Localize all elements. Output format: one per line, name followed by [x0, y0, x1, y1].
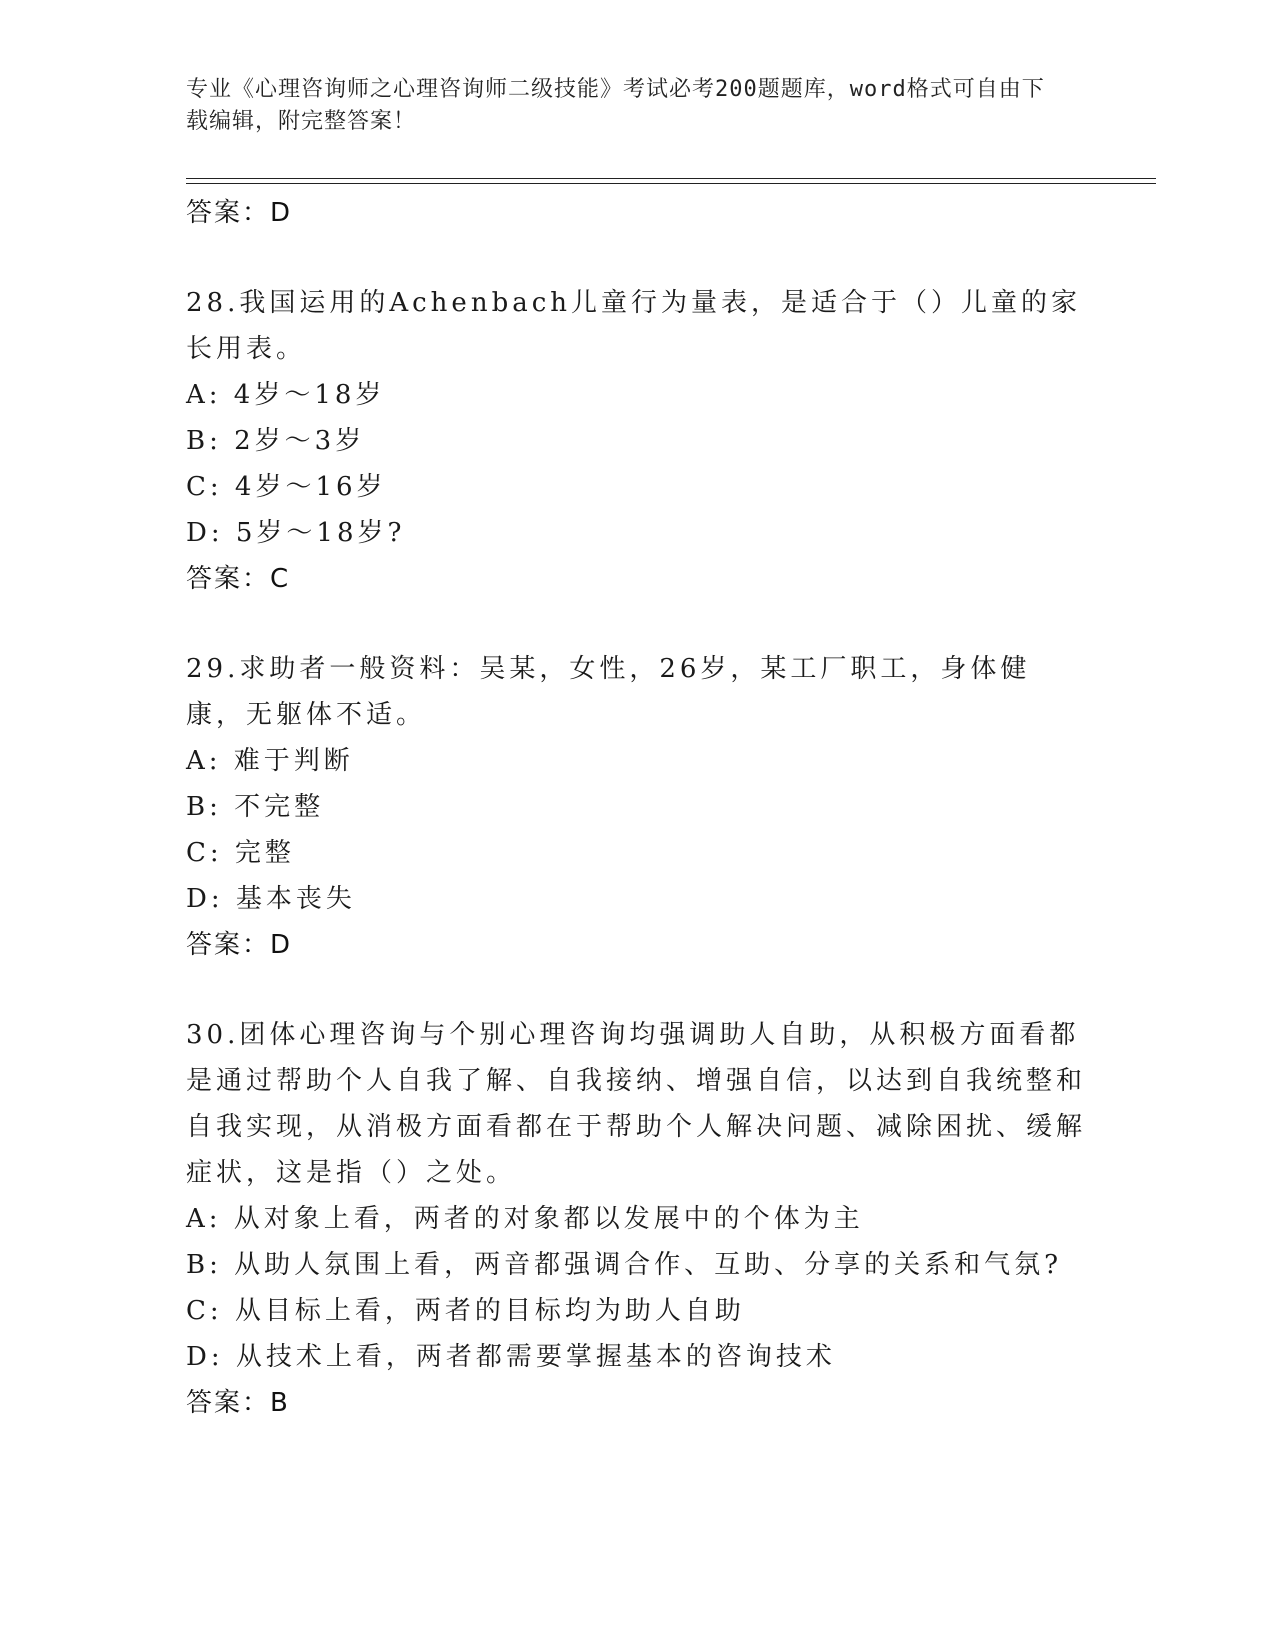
option-a: A: 4岁～18岁 — [186, 380, 386, 410]
header-divider-bottom — [186, 183, 1156, 184]
option-a: A: 难于判断 — [186, 746, 354, 776]
previous-answer: 答案：D — [186, 198, 293, 228]
question-30 — [186, 1012, 1086, 1426]
option-d: D: 从技术上看，两者都需要掌握基本的咨询技术 — [186, 1342, 836, 1372]
question-28 — [186, 280, 1086, 602]
option-c: C: 4岁～16岁 — [186, 472, 387, 502]
option-b: B: 从助人氛围上看，两音都强调合作、互助、分享的关系和气氛? — [186, 1250, 1063, 1280]
option-d: D: 5岁～18岁? — [186, 518, 406, 548]
option-c: C: 从目标上看，两者的目标均为助人自助 — [186, 1296, 745, 1326]
header-divider-top — [186, 178, 1156, 179]
question-answer: 答案：D — [186, 930, 293, 960]
page-header: 专业《心理咨询师之心理咨询师二级技能》考试必考200题题库，word格式可自由下载编辑，附完整答案！ — [186, 77, 1045, 134]
option-a: A: 从对象上看，两者的对象都以发展中的个体为主 — [186, 1204, 864, 1234]
option-b: B: 2岁～3岁 — [186, 426, 366, 456]
question-stem: 29.求助者一般资料：吴某，女性，26岁，某工厂职工，身体健康，无躯体不适。 — [186, 654, 1031, 730]
question-stem: 28.我国运用的Achenbach儿童行为量表，是适合于（）儿童的家长用表。 — [186, 288, 1082, 364]
question-29 — [186, 646, 1086, 968]
option-c: C: 完整 — [186, 838, 295, 868]
question-answer: 答案：B — [186, 1388, 290, 1418]
question-list — [186, 190, 1086, 1426]
question-answer: 答案：C — [186, 564, 291, 594]
option-d: D: 基本丧失 — [186, 884, 356, 914]
question-stem: 30.团体心理咨询与个别心理咨询均强调助人自助，从积极方面看都是通过帮助个人自我了解、自我接纳、增强自信，以达到自我统整和自我实现，从消极方面看都在于帮助个人解决问题、减除困扰、缓解症状，这是指（）之处。 — [186, 1020, 1087, 1188]
option-b: B: 不完整 — [186, 792, 325, 822]
